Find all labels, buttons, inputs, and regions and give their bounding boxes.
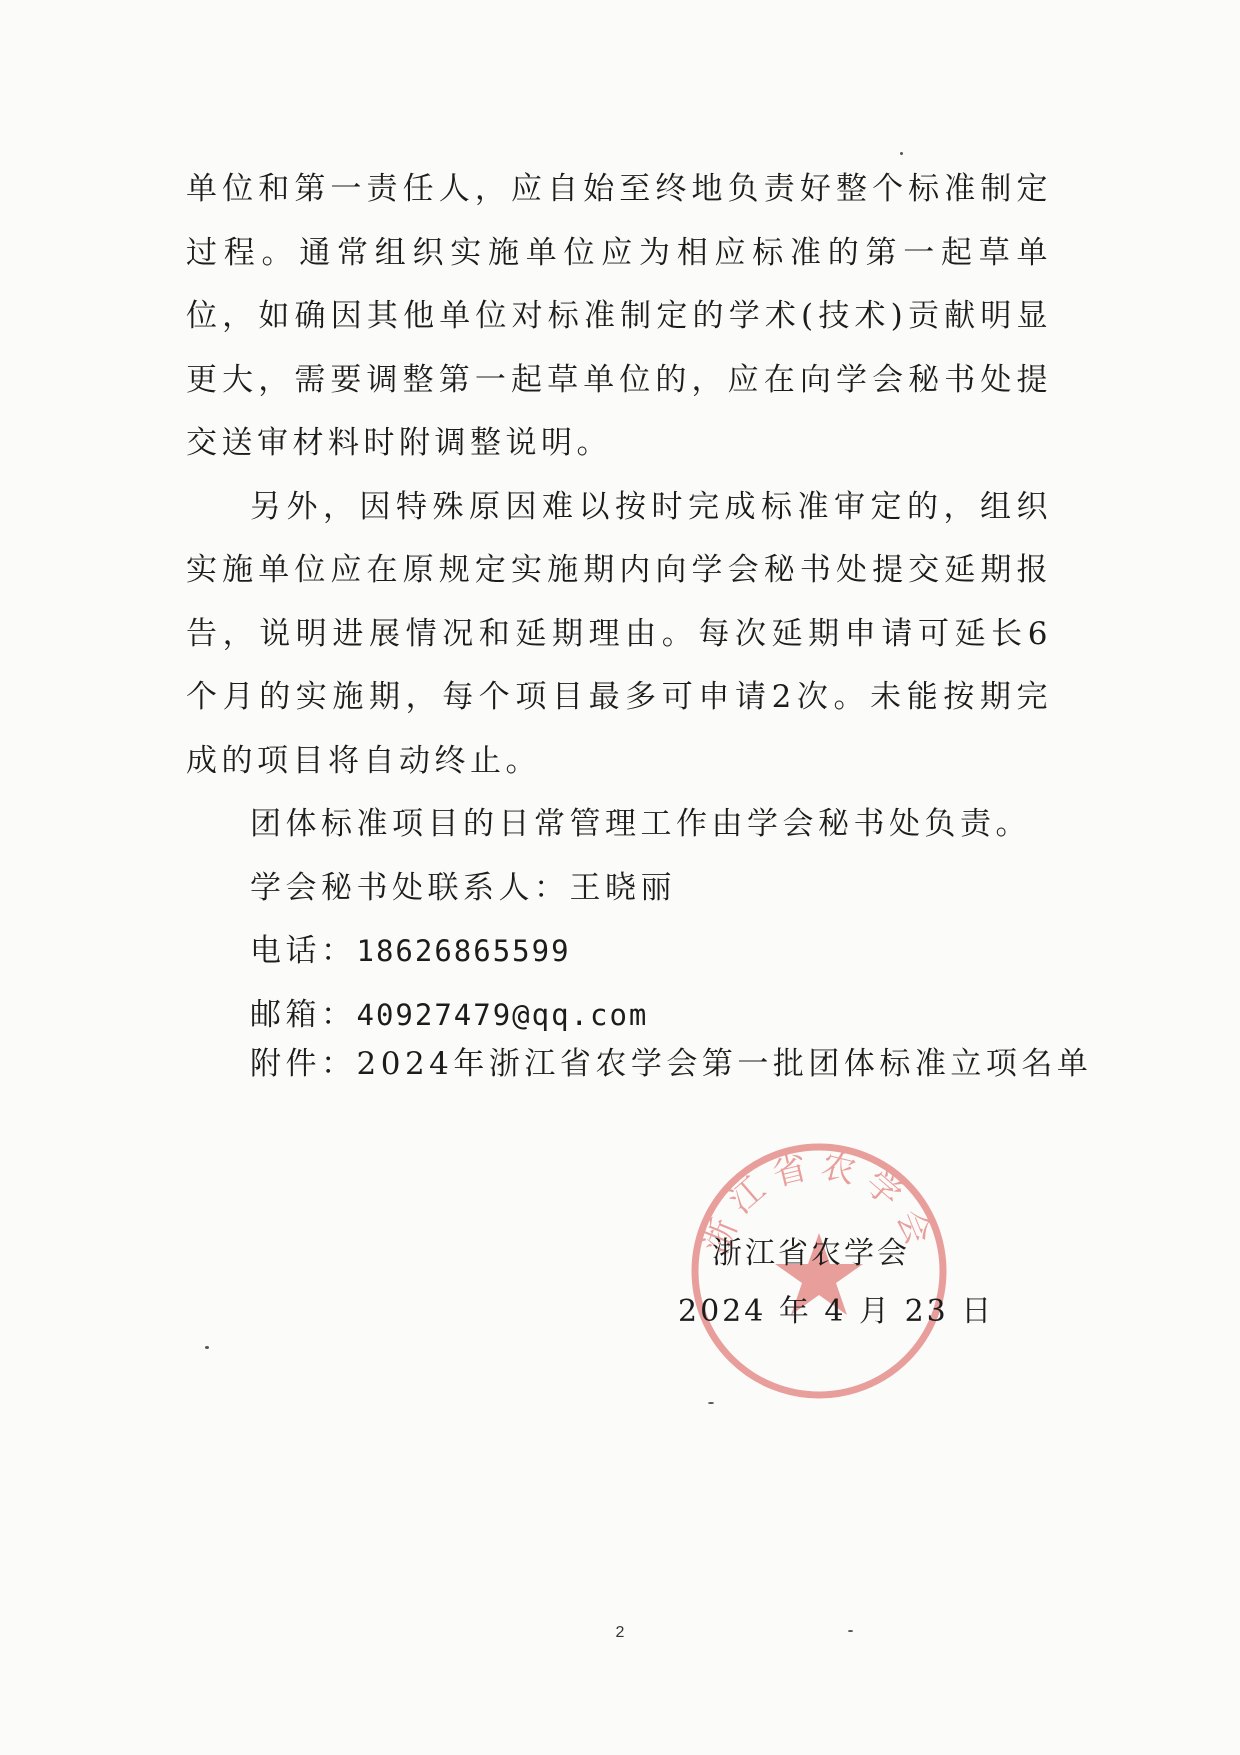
scan-speck — [205, 1346, 209, 1349]
contact-phone: 18626865599 — [356, 934, 571, 968]
issue-date: 2024 年 4 月 23 日 — [678, 1294, 995, 1329]
paragraph-management: 团体标准项目的日常管理工作由学会秘书处负责。 — [250, 806, 1031, 842]
page-number: 2 — [615, 1624, 625, 1641]
contact-phone-label: 电话： — [250, 933, 357, 969]
scan-speck — [900, 152, 903, 155]
contact-person-name: 王晓丽 — [569, 869, 676, 906]
scan-speck — [848, 1630, 853, 1632]
contact-person-label: 学会秘书处联系人： — [250, 869, 570, 906]
seal-text: 浙江省农学会 — [695, 1145, 943, 1260]
issuing-organization: 浙江省农学会 — [712, 1236, 910, 1271]
contact-email: 40927479@qq.com — [356, 997, 649, 1032]
contact-email-label: 邮箱： — [250, 996, 357, 1033]
body-text — [186, 158, 1052, 1047]
contact-phone-line — [186, 920, 1052, 984]
scan-speck — [708, 1402, 714, 1404]
paragraph-responsibility: 单位和第一责任人，应自始至终地负责好整个标准制定过程。通常组织实施单位应为相应标准的第一起草单位，如确因其他单位对标准制定的学术(技术)贡献明显更大，需要调整第一起草单位的，应在向学会秘书处提交送审材料时附调整说明。 — [186, 171, 1052, 461]
paragraph-extension: 另外，因特殊原因难以按时完成标准审定的，组织实施单位应在原规定实施期内向学会秘书处提交延期报告，说明进展情况和延期理由。每次延期申请可延长6个月的实施期，每个项目最多可申请2次。未能按期完成的项目将自动终止。 — [186, 488, 1052, 779]
attachment-note: 附件：2024年浙江省农学会第一批团体标准立项名单 — [250, 1046, 1093, 1082]
contact-person-line — [186, 857, 1052, 921]
